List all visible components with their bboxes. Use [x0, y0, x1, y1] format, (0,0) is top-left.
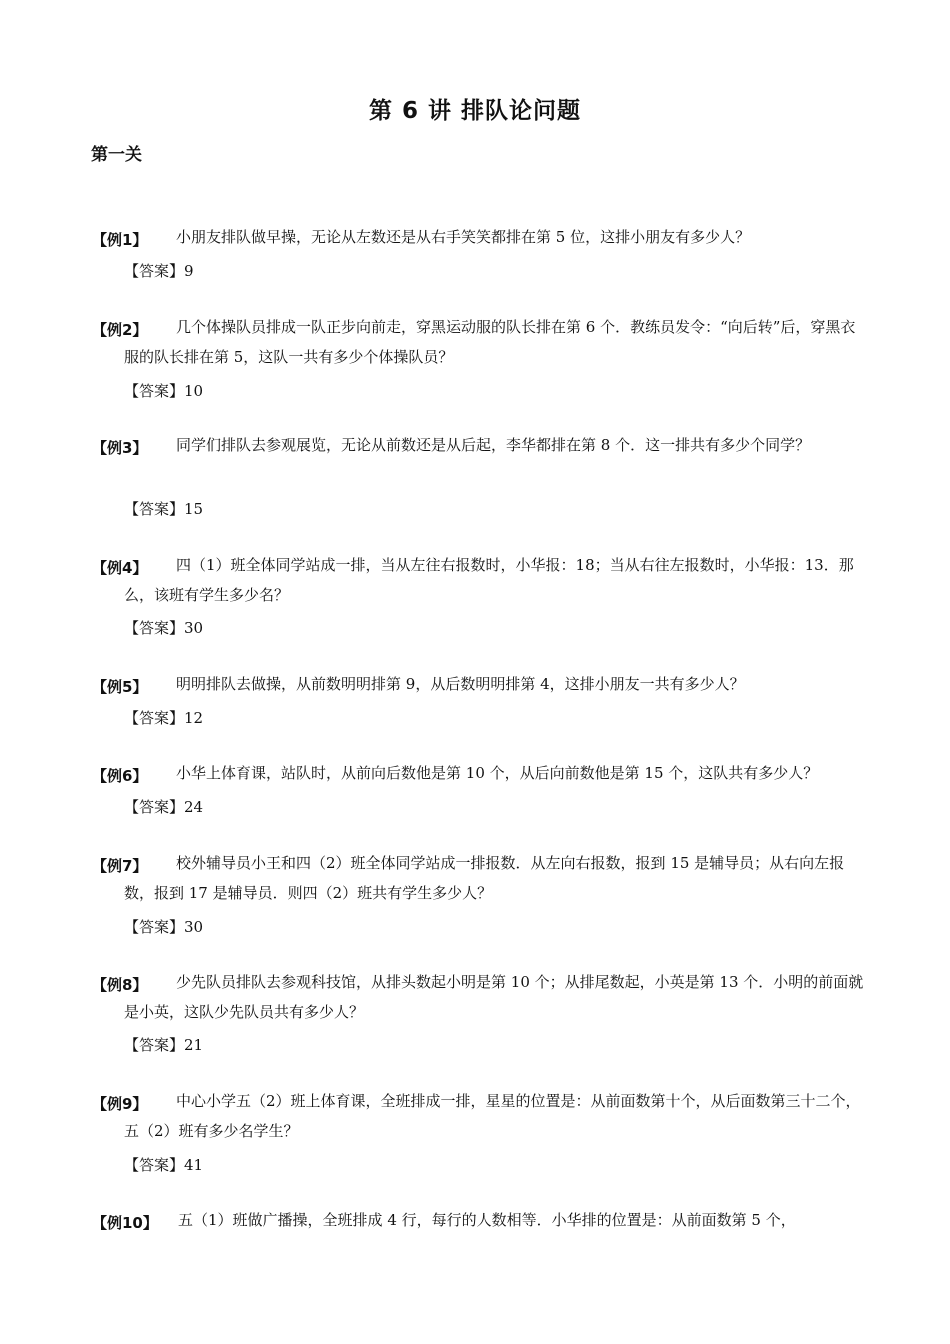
- answer-value: 24: [184, 798, 204, 816]
- example-question: 中心小学五（2）班上体育课，全班排成一排，星星的位置是：从前面数第十个，从后面数第三十二个，五（2）班有多少名学生？: [124, 1092, 861, 1140]
- example-label: 【例3】: [92, 439, 148, 457]
- page-title: 第 6 讲 排队论问题: [368, 98, 582, 124]
- answer-value: 30: [184, 619, 204, 637]
- answer-line: [124, 1154, 203, 1175]
- answer-value: 12: [184, 709, 204, 727]
- answer-value: 9: [184, 262, 194, 280]
- answer-line: [124, 916, 203, 937]
- answer-label: 【答案】: [124, 500, 185, 518]
- answer-value: 41: [184, 1156, 204, 1174]
- answer-label: 【答案】: [124, 382, 185, 400]
- answer-line: [124, 707, 203, 728]
- answer-label: 【答案】: [124, 709, 185, 727]
- answer-label: 【答案】: [124, 918, 185, 936]
- section-heading: 第一关: [91, 145, 142, 165]
- example-label: 【例2】: [92, 321, 148, 339]
- example-label: 【例5】: [92, 678, 148, 696]
- example-question: 少先队员排队去参观科技馆，从排头数起小明是第 10 个；从排尾数起，小英是第 13 个．小明的前面就是小英，这队少先队员共有多少人？: [124, 973, 864, 1021]
- example-question: 小华上体育课，站队时，从前向后数他是第 10 个，从后向前数他是第 15 个，这队共有多少人？: [176, 764, 819, 782]
- example-label: 【例4】: [92, 559, 148, 577]
- example-question: 明明排队去做操，从前数明明排第 9，从后数明明排第 4，这排小朋友一共有多少人？: [176, 675, 745, 693]
- answer-label: 【答案】: [124, 1156, 185, 1174]
- answer-line: [124, 260, 194, 281]
- example-question: 小朋友排队做早操，无论从左数还是从右手笑笑都排在第 5 位，这排小朋友有多少人？: [176, 228, 751, 246]
- example-question: 同学们排队去参观展览，无论从前数还是从后起，李华都排在第 8 个．这一排共有多少个同学？: [176, 436, 811, 454]
- example-label: 【例6】: [92, 767, 148, 785]
- answer-label: 【答案】: [124, 1036, 185, 1054]
- example-question: 校外辅导员小王和四（2）班全体同学站成一排报数．从左向右报数，报到 15 是辅导员；从右向左报数，报到 17 是辅导员．则四（2）班共有学生多少人？: [124, 854, 845, 902]
- example-question: 五（1）班做广播操，全班排成 4 行，每行的人数相等．小华排的位置是：从前面数第 5 个，: [178, 1211, 796, 1229]
- answer-line: [124, 796, 203, 817]
- answer-value: 30: [184, 918, 204, 936]
- answer-value: 21: [184, 1036, 204, 1054]
- example-question: 四（1）班全体同学站成一排，当从左往右报数时，小华报：18；当从右往左报数时，小华报：13．那么，该班有学生多少名？: [124, 556, 854, 604]
- answer-label: 【答案】: [124, 262, 185, 280]
- answer-line: [124, 1034, 203, 1055]
- answer-label: 【答案】: [124, 619, 185, 637]
- example-label: 【例10】: [92, 1214, 158, 1232]
- example-label: 【例7】: [92, 857, 148, 875]
- answer-line: [124, 617, 203, 638]
- example-question: 几个体操队员排成一队正步向前走，穿黑运动服的队长排在第 6 个．教练员发令：“向后转”后，穿黑衣服的队长排在第 5，这队一共有多少个体操队员？: [124, 318, 856, 366]
- example-label: 【例8】: [92, 976, 148, 994]
- example-label: 【例1】: [92, 231, 148, 249]
- answer-value: 10: [184, 382, 204, 400]
- answer-line: [124, 380, 203, 401]
- answer-line: [124, 498, 203, 519]
- answer-value: 15: [184, 500, 204, 518]
- answer-label: 【答案】: [124, 798, 185, 816]
- example-label: 【例9】: [92, 1095, 148, 1113]
